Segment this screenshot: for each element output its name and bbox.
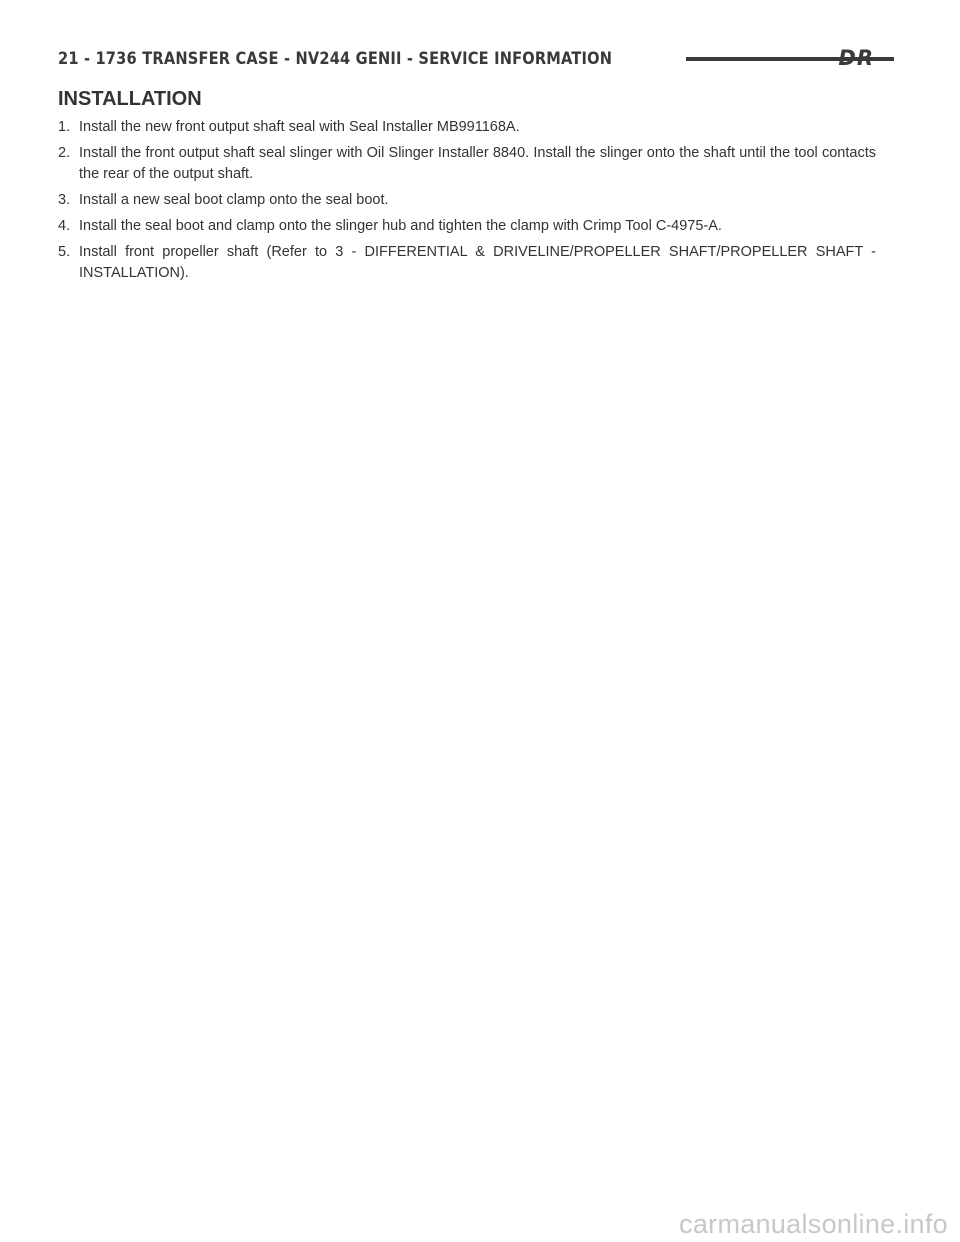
header-text <box>58 49 612 69</box>
step-text: Install a new seal boot clamp onto the seal boot. <box>79 192 389 208</box>
step-item <box>58 216 876 237</box>
step-text: Install the seal boot and clamp onto the slinger hub and tighten the clamp with Crimp Tool C-4975-A. <box>79 218 722 234</box>
step-number: 1. <box>58 119 71 135</box>
step-item <box>58 117 876 138</box>
step-number: 3. <box>58 192 71 208</box>
step-item <box>58 242 876 284</box>
page-header <box>58 44 876 74</box>
page-number: 21 - 1736 <box>58 49 137 69</box>
installation-steps <box>58 117 876 289</box>
step-number: 4. <box>58 218 71 234</box>
step-number: 5. <box>58 244 71 260</box>
step-item <box>58 143 876 185</box>
model-code: DR <box>838 46 874 70</box>
step-item <box>58 190 876 211</box>
step-text: Install the front output shaft seal slinger with Oil Slinger Installer 8840. Install the slinger onto the shaft until the tool contacts the rear of the output shaft. <box>79 145 876 182</box>
step-text: Install front propeller shaft (Refer to 3 - DIFFERENTIAL & DRIVELINE/PROPELLER SHAFT/PROPELLER SHAFT - INSTALLATION). <box>79 244 876 281</box>
header-title: TRANSFER CASE - NV244 GENII - SERVICE INFORMATION <box>142 49 613 69</box>
section-title: INSTALLATION <box>58 88 202 110</box>
step-number: 2. <box>58 145 71 161</box>
step-text: Install the new front output shaft seal with Seal Installer MB991168A. <box>79 119 520 135</box>
watermark: carmanualsonline.info <box>679 1209 948 1239</box>
